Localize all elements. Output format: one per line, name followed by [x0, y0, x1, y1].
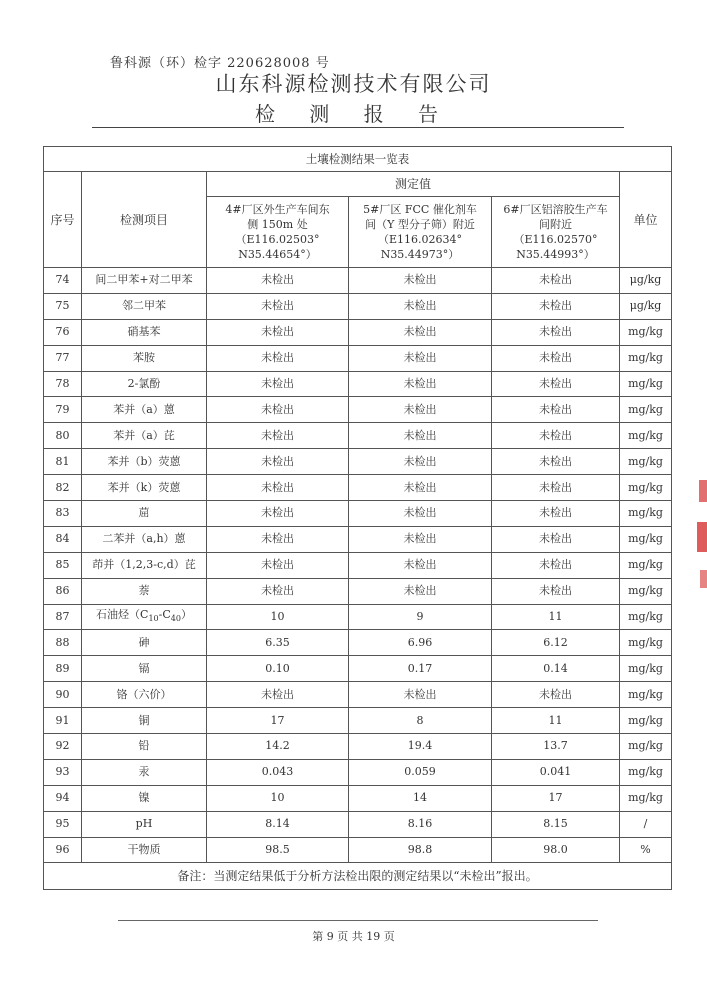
- row-item: 间二甲苯+对二甲苯: [82, 268, 207, 294]
- table-row: [44, 630, 672, 656]
- col-header-seq: 序号: [44, 172, 82, 268]
- row-item: 苯并（b）荧蒽: [82, 449, 207, 475]
- row-value-loc1: 98.5: [207, 837, 349, 863]
- row-unit: mg/kg: [620, 319, 672, 345]
- row-number: 74: [44, 268, 82, 294]
- row-item: 石油烃$(C_{10}-C_{40})$: [82, 604, 207, 630]
- row-item: 铅: [82, 734, 207, 760]
- row-item: 邻二甲苯: [82, 293, 207, 319]
- row-value-loc1: 未检出: [207, 526, 349, 552]
- table-row: [44, 319, 672, 345]
- row-value-loc2: 未检出: [349, 526, 492, 552]
- row-value-loc1: 0.10: [207, 656, 349, 682]
- table-caption: 土壤检测结果一览表: [44, 147, 672, 172]
- table-caption-row: [44, 147, 672, 172]
- row-item: 铜: [82, 708, 207, 734]
- table-row: [44, 345, 672, 371]
- row-value-loc1: 8.14: [207, 811, 349, 837]
- row-value-loc3: 8.15: [492, 811, 620, 837]
- row-value-loc1: 10: [207, 785, 349, 811]
- row-value-loc2: 未检出: [349, 501, 492, 527]
- row-unit: mg/kg: [620, 423, 672, 449]
- row-value-loc2: 未检出: [349, 293, 492, 319]
- row-value-loc1: 14.2: [207, 734, 349, 760]
- location-header-3: 6#厂区铝溶胶生产车间附近（E116.02570° N35.44993°）: [492, 197, 620, 268]
- row-value-loc2: 8: [349, 708, 492, 734]
- row-number: 89: [44, 656, 82, 682]
- row-value-loc3: 13.7: [492, 734, 620, 760]
- row-value-loc2: 未检出: [349, 449, 492, 475]
- table-row: [44, 604, 672, 630]
- row-number: 92: [44, 734, 82, 760]
- results-table-container: [43, 146, 671, 890]
- row-value-loc1: 17: [207, 708, 349, 734]
- row-unit: mg/kg: [620, 604, 672, 630]
- table-row: [44, 734, 672, 760]
- row-unit: mg/kg: [620, 734, 672, 760]
- table-row: [44, 759, 672, 785]
- row-value-loc3: 11: [492, 604, 620, 630]
- row-value-loc3: 未检出: [492, 397, 620, 423]
- row-value-loc3: 未检出: [492, 423, 620, 449]
- table-row: [44, 397, 672, 423]
- row-item: 汞: [82, 759, 207, 785]
- row-unit: %: [620, 837, 672, 863]
- edge-stamp-fragment: [695, 470, 707, 610]
- row-number: 79: [44, 397, 82, 423]
- row-unit: mg/kg: [620, 475, 672, 501]
- row-unit: mg/kg: [620, 630, 672, 656]
- results-table: [43, 146, 672, 890]
- table-row: [44, 371, 672, 397]
- table-row: [44, 578, 672, 604]
- table-row: [44, 656, 672, 682]
- row-value-loc3: 11: [492, 708, 620, 734]
- row-value-loc3: 未检出: [492, 345, 620, 371]
- row-value-loc1: 未检出: [207, 449, 349, 475]
- row-value-loc2: 未检出: [349, 578, 492, 604]
- row-value-loc3: 未检出: [492, 682, 620, 708]
- table-row: [44, 552, 672, 578]
- row-value-loc1: 未检出: [207, 319, 349, 345]
- row-value-loc1: 未检出: [207, 345, 349, 371]
- row-value-loc3: 未检出: [492, 371, 620, 397]
- table-row: [44, 293, 672, 319]
- row-value-loc2: 6.96: [349, 630, 492, 656]
- row-number: 86: [44, 578, 82, 604]
- row-unit: mg/kg: [620, 578, 672, 604]
- row-value-loc2: 未检出: [349, 319, 492, 345]
- row-item: 铬（六价）: [82, 682, 207, 708]
- row-value-loc3: 98.0: [492, 837, 620, 863]
- row-value-loc1: 未检出: [207, 578, 349, 604]
- row-item: 䓛: [82, 501, 207, 527]
- note-row: [44, 863, 672, 890]
- row-value-loc1: 10: [207, 604, 349, 630]
- row-unit: mg/kg: [620, 682, 672, 708]
- row-value-loc2: 98.8: [349, 837, 492, 863]
- row-item: 干物质: [82, 837, 207, 863]
- row-value-loc2: 8.16: [349, 811, 492, 837]
- row-value-loc1: 未检出: [207, 475, 349, 501]
- row-value-loc1: 未检出: [207, 501, 349, 527]
- row-number: 75: [44, 293, 82, 319]
- row-item: 镉: [82, 656, 207, 682]
- row-value-loc3: 未检出: [492, 475, 620, 501]
- row-value-loc2: 未检出: [349, 475, 492, 501]
- row-value-loc3: 未检出: [492, 501, 620, 527]
- row-unit: mg/kg: [620, 785, 672, 811]
- row-item: 茚并（1,2,3-c,d）芘: [82, 552, 207, 578]
- row-unit: mg/kg: [620, 708, 672, 734]
- row-number: 96: [44, 837, 82, 863]
- location-header-2: 5#厂区 FCC 催化剂车间（Y 型分子筛）附近（E116.02634° N35.44973°）: [349, 197, 492, 268]
- row-number: 91: [44, 708, 82, 734]
- row-value-loc2: 未检出: [349, 345, 492, 371]
- row-unit: mg/kg: [620, 552, 672, 578]
- document-title: 检 测 报 告: [254, 102, 453, 126]
- row-item: 二苯并（a,h）蒽: [82, 526, 207, 552]
- table-row: [44, 475, 672, 501]
- table-row: [44, 837, 672, 863]
- row-value-loc1: 未检出: [207, 293, 349, 319]
- row-number: 93: [44, 759, 82, 785]
- row-number: 77: [44, 345, 82, 371]
- row-unit: mg/kg: [620, 371, 672, 397]
- row-value-loc3: 未检出: [492, 578, 620, 604]
- col-header-item: 检测项目: [82, 172, 207, 268]
- table-row: [44, 682, 672, 708]
- report-number: 鲁科源（环）检字 220628008 号: [110, 56, 330, 71]
- row-item: 苯并（k）荧蒽: [82, 475, 207, 501]
- header-row-1: [44, 172, 672, 197]
- row-value-loc2: 未检出: [349, 371, 492, 397]
- row-value-loc2: 19.4: [349, 734, 492, 760]
- row-item: 硝基苯: [82, 319, 207, 345]
- col-header-unit: 单位: [620, 172, 672, 268]
- row-item: 2-氯酚: [82, 371, 207, 397]
- row-number: 90: [44, 682, 82, 708]
- row-value-loc2: 0.059: [349, 759, 492, 785]
- page-number: 第 9 页 共 19 页: [312, 930, 395, 943]
- row-unit: /: [620, 811, 672, 837]
- row-value-loc3: 未检出: [492, 526, 620, 552]
- row-value-loc2: 未检出: [349, 423, 492, 449]
- table-row: [44, 526, 672, 552]
- row-number: 94: [44, 785, 82, 811]
- row-unit: mg/kg: [620, 656, 672, 682]
- row-item: 萘: [82, 578, 207, 604]
- row-item: pH: [82, 811, 207, 837]
- row-number: 85: [44, 552, 82, 578]
- row-item: 苯并（a）蒽: [82, 397, 207, 423]
- row-value-loc2: 未检出: [349, 682, 492, 708]
- row-value-loc2: 未检出: [349, 397, 492, 423]
- row-unit: mg/kg: [620, 397, 672, 423]
- row-value-loc2: 未检出: [349, 552, 492, 578]
- col-header-measured: 测定值: [207, 172, 620, 197]
- table-row: [44, 501, 672, 527]
- row-number: 76: [44, 319, 82, 345]
- table-note: 备注：当测定结果低于分析方法检出限的测定结果以“未检出”报出。: [44, 863, 672, 890]
- row-unit: mg/kg: [620, 449, 672, 475]
- row-value-loc3: 0.14: [492, 656, 620, 682]
- row-number: 84: [44, 526, 82, 552]
- row-value-loc1: 6.35: [207, 630, 349, 656]
- row-unit: μg/kg: [620, 268, 672, 294]
- row-value-loc3: 未检出: [492, 449, 620, 475]
- row-number: 82: [44, 475, 82, 501]
- row-value-loc1: 0.043: [207, 759, 349, 785]
- row-value-loc3: 0.041: [492, 759, 620, 785]
- row-value-loc1: 未检出: [207, 682, 349, 708]
- row-value-loc2: 0.17: [349, 656, 492, 682]
- table-row: [44, 785, 672, 811]
- company-name: 山东科源检测技术有限公司: [215, 72, 492, 96]
- row-item: 苯胺: [82, 345, 207, 371]
- table-row: [44, 423, 672, 449]
- stamp-edge-icon: [695, 470, 707, 610]
- row-unit: mg/kg: [620, 526, 672, 552]
- row-item: 镍: [82, 785, 207, 811]
- row-item: 苯并（a）芘: [82, 423, 207, 449]
- table-row: [44, 708, 672, 734]
- row-unit: mg/kg: [620, 345, 672, 371]
- row-number: 87: [44, 604, 82, 630]
- location-header-1: 4#厂区外生产车间东侧 150m 处（E116.02503° N35.44654°）: [207, 197, 349, 268]
- table-row: [44, 268, 672, 294]
- row-number: 78: [44, 371, 82, 397]
- row-value-loc3: 未检出: [492, 268, 620, 294]
- row-value-loc1: 未检出: [207, 397, 349, 423]
- row-value-loc2: 未检出: [349, 268, 492, 294]
- table-row: [44, 449, 672, 475]
- row-number: 95: [44, 811, 82, 837]
- table-row: [44, 811, 672, 837]
- row-number: 80: [44, 423, 82, 449]
- row-unit: μg/kg: [620, 293, 672, 319]
- row-value-loc3: 未检出: [492, 552, 620, 578]
- row-value-loc1: 未检出: [207, 552, 349, 578]
- row-unit: mg/kg: [620, 759, 672, 785]
- row-value-loc1: 未检出: [207, 268, 349, 294]
- row-number: 81: [44, 449, 82, 475]
- row-unit: mg/kg: [620, 501, 672, 527]
- row-value-loc1: 未检出: [207, 371, 349, 397]
- row-item: 砷: [82, 630, 207, 656]
- footer-divider: [118, 920, 598, 921]
- row-value-loc3: 17: [492, 785, 620, 811]
- row-value-loc3: 未检出: [492, 293, 620, 319]
- row-value-loc2: 9: [349, 604, 492, 630]
- header-divider: [92, 127, 624, 128]
- row-value-loc3: 未检出: [492, 319, 620, 345]
- row-number: 83: [44, 501, 82, 527]
- row-number: 88: [44, 630, 82, 656]
- row-value-loc3: 6.12: [492, 630, 620, 656]
- row-value-loc1: 未检出: [207, 423, 349, 449]
- row-value-loc2: 14: [349, 785, 492, 811]
